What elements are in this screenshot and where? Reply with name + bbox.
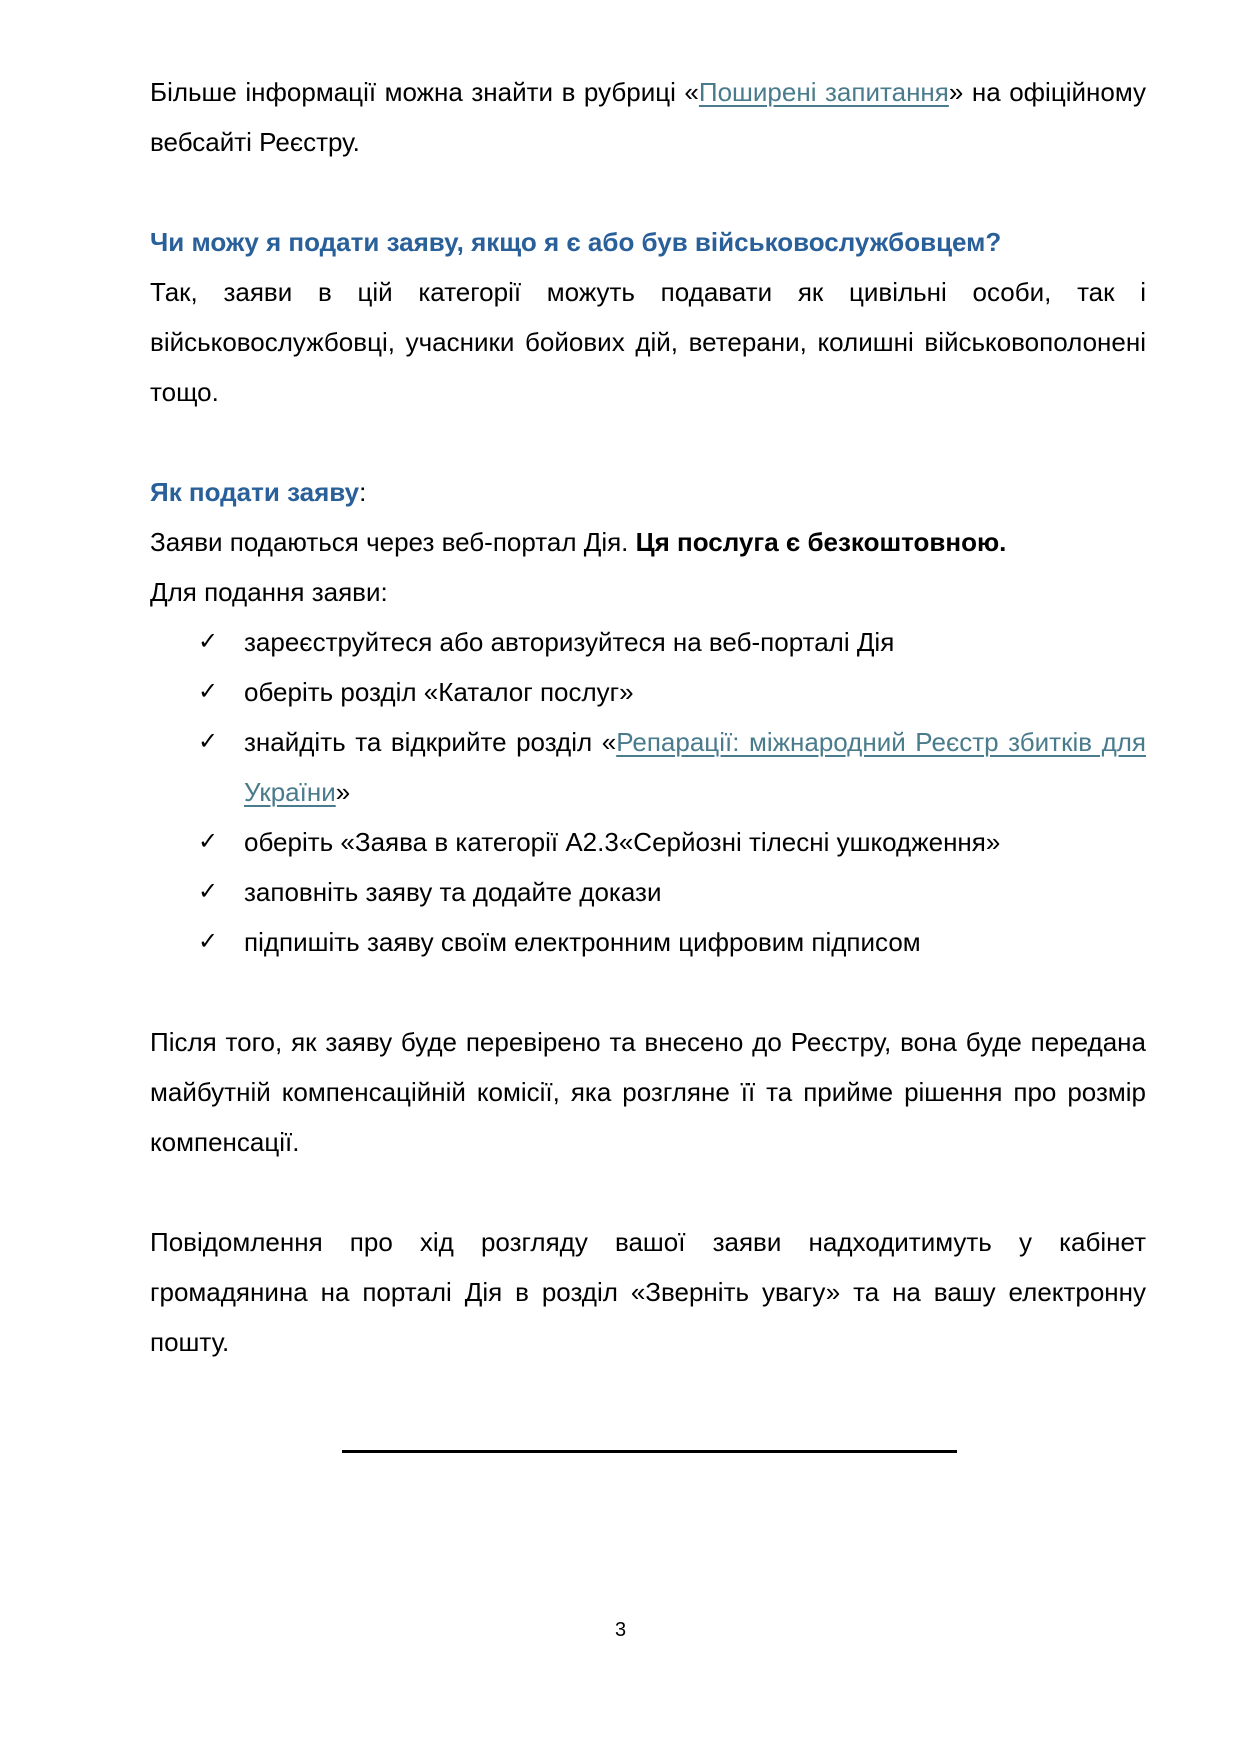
checkmark-icon: ✓: [198, 728, 219, 755]
list-item: ✓ оберіть «Заява в категорії А2.3«Серйозні тілесні ушкодження»: [150, 817, 1146, 867]
military-heading: Чи можу я подати заяву, якщо я є або був військовослужбовцем?: [150, 227, 1002, 257]
spacer: [150, 1167, 1146, 1217]
steps-list: [150, 617, 1146, 967]
list-item: ✓ заповніть заяву та додайте докази: [150, 867, 1146, 917]
checkmark-icon: ✓: [198, 628, 219, 655]
list-item: ✓ оберіть розділ «Каталог послуг»: [150, 667, 1146, 717]
checkmark-icon: ✓: [198, 928, 219, 955]
document-page: [150, 67, 1146, 1367]
list-item: ✓ підпишіть заяву своїм електронним цифровим підписом: [150, 917, 1146, 967]
free-service-note: Ця послуга є безкоштовною.: [635, 527, 1007, 557]
how-to-apply-heading: Як подати заяву: [150, 477, 360, 507]
how-to-apply-paragraph: Заяви подаються через веб-портал Дія. Ця послуга є безкоштовною.: [150, 527, 1007, 557]
military-paragraph: Так, заяви в цій категорії можуть подавати як цивільні особи, так і військовослужбовці, учасники бойових дій, ветерани, колишні військовополонені тощо.: [150, 277, 1146, 407]
page-number: 3: [614, 1619, 627, 1641]
reparations-registry-link[interactable]: Репарації: міжнародний Реєстр збитків для України: [244, 727, 1146, 807]
spacer: [150, 967, 1146, 1017]
spacer: [150, 417, 1146, 467]
list-item: ✓ знайдіть та відкрийте розділ «Репарації: міжнародний Реєстр збитків для України»: [150, 717, 1146, 817]
checkmark-icon: ✓: [198, 678, 219, 705]
faq-link[interactable]: Поширені запитання: [698, 77, 949, 107]
list-item: ✓ зареєструйтеся або авторизуйтеся на веб-порталі Дія: [150, 617, 1146, 667]
how-to-apply-heading-line: Як подати заяву:: [150, 477, 367, 507]
spacer: [150, 167, 1146, 217]
intro-paragraph: Більше інформації можна знайти в рубриці «Поширені запитання» на офіційному вебсайті Реєстру.: [150, 77, 1146, 157]
checkmark-icon: ✓: [198, 878, 219, 905]
steps-intro: Для подання заяви:: [150, 577, 388, 607]
notifications-paragraph: Повідомлення про хід розгляду вашої заяви надходитимуть у кабінет громадянина на порталі Дія в розділ «Зверніть увагу» та на вашу електронну пошту.: [150, 1227, 1146, 1357]
after-review-paragraph: Після того, як заяву буде перевірено та внесено до Реєстру, вона буде передана майбутній компенсаційній комісії, яка розгляне її та прийме рішення про розмір компенсації.: [150, 1027, 1146, 1157]
end-separator-line: [342, 1450, 957, 1453]
checkmark-icon: ✓: [198, 828, 219, 855]
